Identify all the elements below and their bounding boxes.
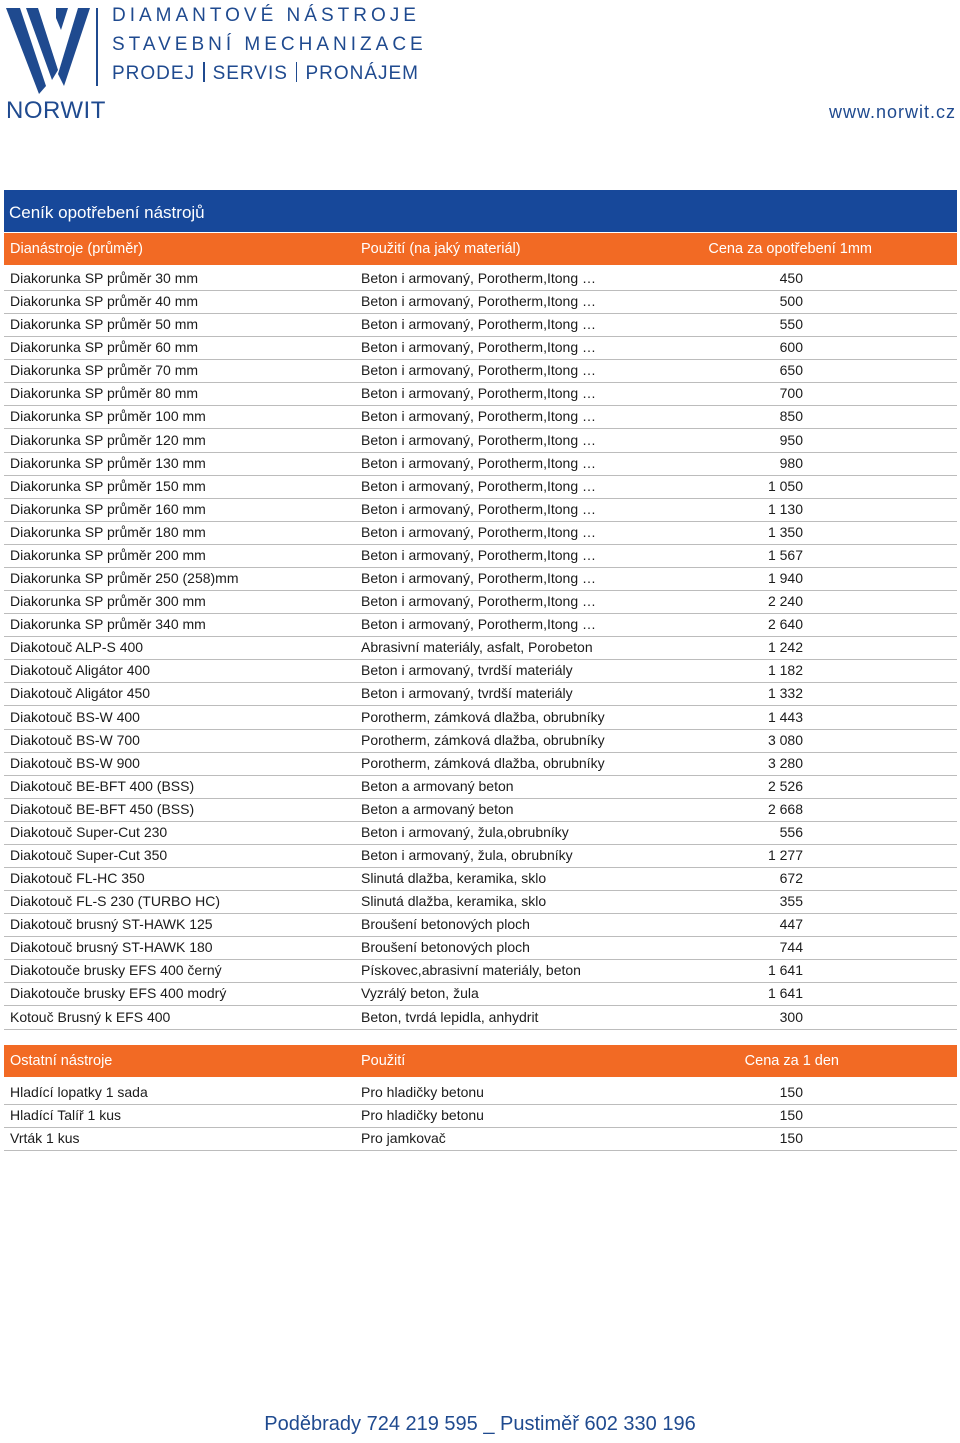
cell-use: Beton i armovaný, Porotherm,Itong … <box>361 454 596 471</box>
cell-price: 1 567 <box>767 546 803 563</box>
cell-use: Beton i armovaný, Porotherm,Itong … <box>361 362 596 379</box>
cell-use: Beton a armovaný beton <box>361 800 514 817</box>
cell-name: Diakotouč BS-W 700 <box>10 731 140 748</box>
cell-name: Diakorunka SP průměr 160 mm <box>10 500 206 517</box>
cell-name: Hladící lopatky 1 sada <box>10 1084 148 1100</box>
tagline-diamond-tools: DIAMANTOVÉ NÁSTROJE <box>112 5 420 26</box>
cell-price: 2 668 <box>767 800 803 817</box>
table-row <box>4 498 957 522</box>
cell-name: Diakotouč brusný ST-HAWK 180 <box>10 939 213 956</box>
cell-name: Diakotouč BE-BFT 400 (BSS) <box>10 777 195 794</box>
cell-price: 672 <box>779 870 803 887</box>
cell-price: 1 641 <box>767 985 803 1002</box>
table-row <box>4 452 957 476</box>
cell-use: Beton i armovaný, Porotherm,Itong … <box>361 316 596 333</box>
tagline-rental: PRONÁJEM <box>305 63 420 84</box>
cell-use: Beton i armovaný, žula, obrubníky <box>361 847 573 863</box>
table-row <box>4 752 957 776</box>
cell-use: Beton i armovaný, Porotherm,Itong … <box>361 408 596 425</box>
cell-name: Diakorunka SP průměr 60 mm <box>10 339 199 356</box>
cell-name: Diakotouče brusky EFS 400 modrý <box>10 985 227 1002</box>
table-row <box>4 567 957 591</box>
cell-name: Diakotouč Aligátor 400 <box>10 662 151 679</box>
cell-name: Diakotouč BE-BFT 450 (BSS) <box>10 800 195 817</box>
cell-use: Beton i armovaný, Porotherm,Itong … <box>361 593 596 610</box>
cell-price: 447 <box>779 916 803 933</box>
header-divider <box>96 8 98 86</box>
cell-use: Beton i armovaný, Porotherm,Itong … <box>361 339 596 356</box>
tagline-separator <box>296 62 298 82</box>
cell-use: Beton i armovaný, Porotherm,Itong … <box>361 293 596 310</box>
table-row <box>4 982 957 1006</box>
table-row <box>4 290 957 314</box>
cell-price: 950 <box>779 431 803 448</box>
cell-price: 744 <box>779 939 803 956</box>
cell-use: Vyzrálý beton, žula <box>361 985 479 1002</box>
cell-price: 1 050 <box>767 477 803 494</box>
cell-use: Beton i armovaný, Porotherm,Itong … <box>361 270 596 286</box>
website-link[interactable]: www.norwit.cz <box>828 102 956 122</box>
cell-price: 300 <box>779 1008 803 1025</box>
cell-name: Diakotouč BS-W 900 <box>10 754 140 771</box>
table-row <box>4 867 957 891</box>
cell-price: 2 640 <box>767 616 803 633</box>
cell-price: 1 350 <box>767 523 803 540</box>
page-header <box>0 0 960 130</box>
cell-name: Diakorunka SP průměr 120 mm <box>10 431 206 448</box>
cell-use: Broušení betonových ploch <box>361 916 530 933</box>
cell-price: 3 080 <box>767 731 803 748</box>
cell-price: 1 641 <box>767 962 803 979</box>
cell-price: 650 <box>779 362 803 379</box>
cell-price: 500 <box>779 293 803 310</box>
tagline-construction: STAVEBNÍ MECHANIZACE <box>112 34 427 55</box>
cell-name: Diakorunka SP průměr 180 mm <box>10 523 206 540</box>
cell-name: Diakorunka SP průměr 200 mm <box>10 546 206 563</box>
cell-price: 550 <box>779 316 803 333</box>
cell-use: Beton i armovaný, Porotherm,Itong … <box>361 570 596 587</box>
cell-use: Porotherm, zámková dlažba, obrubníky <box>361 708 605 725</box>
cell-name: Diakotouč FL-HC 350 <box>10 870 145 887</box>
cell-use: Pro jamkovač <box>361 1130 446 1147</box>
cell-price: 2 240 <box>767 593 803 610</box>
cell-price: 3 280 <box>767 754 803 771</box>
table-row <box>4 313 957 337</box>
tools-table-header <box>4 233 957 265</box>
table-row <box>4 682 957 706</box>
cell-name: Diakorunka SP průměr 30 mm <box>10 270 199 286</box>
cell-name: Diakotouč Aligátor 450 <box>10 685 151 702</box>
cell-price: 150 <box>779 1107 803 1124</box>
cell-name: Diakorunka SP průměr 150 mm <box>10 477 206 494</box>
cell-use: Beton i armovaný, žula,obrubníky <box>361 823 569 840</box>
cell-price: 1 182 <box>767 662 803 679</box>
table-row <box>4 1104 957 1128</box>
table-row <box>4 706 957 730</box>
tagline-services <box>112 62 419 85</box>
cell-price: 850 <box>779 408 803 425</box>
cell-use: Beton i armovaný, Porotherm,Itong … <box>361 385 596 402</box>
table-row <box>4 890 957 914</box>
cell-name: Diakotouče brusky EFS 400 černý <box>10 962 222 979</box>
cell-use: Beton i armovaný, Porotherm,Itong … <box>361 431 596 448</box>
cell-name: Hladící Talíř 1 kus <box>10 1107 122 1124</box>
cell-name: Diakorunka SP průměr 340 mm <box>10 616 206 633</box>
table-row <box>4 1006 957 1030</box>
cell-use: Slinutá dlažba, keramika, sklo <box>361 893 547 910</box>
cell-name: Diakorunka SP průměr 130 mm <box>10 454 206 471</box>
cell-price: 980 <box>779 454 803 471</box>
cell-price: 355 <box>779 893 803 910</box>
other-table-header <box>4 1045 957 1077</box>
cell-price: 700 <box>779 385 803 402</box>
tagline-separator <box>203 62 205 82</box>
cell-name: Diakorunka SP průměr 300 mm <box>10 593 206 610</box>
cell-use: Slinutá dlažba, keramika, sklo <box>361 870 547 887</box>
cell-use: Broušení betonových ploch <box>361 939 530 956</box>
cell-use: Abrasivní materiály, asfalt, Porobeton <box>361 639 593 656</box>
table-row <box>4 267 957 291</box>
table-row <box>4 775 957 799</box>
table-row <box>4 821 957 845</box>
table-row <box>4 1081 957 1105</box>
cell-name: Diakotouč BS-W 400 <box>10 708 140 725</box>
col-other-use: Použití <box>361 1053 406 1069</box>
cell-price: 450 <box>779 270 803 286</box>
cell-price: 1 277 <box>767 847 803 863</box>
table-row <box>4 382 957 406</box>
cell-price: 1 332 <box>767 685 803 702</box>
table-row <box>4 659 957 683</box>
table-row <box>4 405 957 429</box>
table-row <box>4 936 957 960</box>
table-row <box>4 359 957 383</box>
cell-name: Diakorunka SP průměr 50 mm <box>10 316 199 333</box>
table-row <box>4 475 957 499</box>
table-row <box>4 798 957 822</box>
cell-use: Pro hladičky betonu <box>361 1084 484 1100</box>
cell-use: Beton a armovaný beton <box>361 777 514 794</box>
cell-price: 556 <box>779 823 803 840</box>
cell-use: Beton i armovaný, Porotherm,Itong … <box>361 523 596 540</box>
cell-name: Diakorunka SP průměr 80 mm <box>10 385 199 402</box>
table-row <box>4 336 957 360</box>
cell-name: Diakotouč FL-S 230 (TURBO HC) <box>10 893 221 910</box>
table-row <box>4 1127 957 1151</box>
cell-name: Diakorunka SP průměr 100 mm <box>10 408 206 425</box>
cell-use: Porotherm, zámková dlažba, obrubníky <box>361 731 605 748</box>
col-tool-price: Cena za opotřebení 1mm <box>708 241 872 257</box>
cell-name: Diakorunka SP průměr 40 mm <box>10 293 199 310</box>
cell-price: 1 940 <box>767 570 803 587</box>
cell-use: Beton i armovaný, Porotherm,Itong … <box>361 500 596 517</box>
cell-use: Beton i armovaný, Porotherm,Itong … <box>361 477 596 494</box>
cell-name: Diakotouč ALP-S 400 <box>10 639 144 656</box>
cell-name: Kotouč Brusný k EFS 400 <box>10 1008 171 1025</box>
tagline-sale: PRODEJ <box>112 63 196 84</box>
table-row <box>4 521 957 545</box>
cell-price: 150 <box>779 1084 803 1100</box>
table-row <box>4 729 957 753</box>
cell-name: Diakorunka SP průměr 70 mm <box>10 362 199 379</box>
brand-name: NORWIT <box>6 97 106 124</box>
table-row <box>4 544 957 568</box>
table-row <box>4 636 957 660</box>
contact-footer: Poděbrady 724 219 595 _ Pustiměř 602 330 196 <box>264 1413 696 1435</box>
col-other-price: Cena za 1 den <box>744 1053 839 1069</box>
table-row <box>4 959 957 983</box>
col-tool-name: Dianástroje (průměr) <box>10 241 143 257</box>
table-row <box>4 429 957 453</box>
cell-name: Diakotouč Super-Cut 350 <box>10 847 168 863</box>
cell-use: Beton i armovaný, tvrdší materiály <box>361 685 573 702</box>
col-other-name: Ostatní nástroje <box>10 1053 113 1069</box>
cell-name: Diakotouč brusný ST-HAWK 125 <box>10 916 213 933</box>
cell-use: Porotherm, zámková dlažba, obrubníky <box>361 754 605 771</box>
cell-price: 2 526 <box>767 777 803 794</box>
cell-price: 1 130 <box>767 500 803 517</box>
cell-use: Beton, tvrdá lepidla, anhydrit <box>361 1008 539 1025</box>
cell-price: 1 443 <box>767 708 803 725</box>
cell-price: 600 <box>779 339 803 356</box>
page-title: Ceník opotřebení nástrojů <box>4 190 957 232</box>
cell-name: Diakotouč Super-Cut 230 <box>10 823 168 840</box>
cell-name: Vrták 1 kus <box>10 1130 80 1147</box>
tagline-service: SERVIS <box>212 63 288 84</box>
cell-use: Pískovec,abrasivní materiály, beton <box>361 962 581 979</box>
col-tool-use: Použití (na jaký materiál) <box>361 241 521 257</box>
table-row <box>4 590 957 614</box>
cell-price: 150 <box>779 1130 803 1147</box>
table-row <box>4 613 957 637</box>
cell-use: Beton i armovaný, tvrdší materiály <box>361 662 573 679</box>
cell-use: Beton i armovaný, Porotherm,Itong … <box>361 616 596 633</box>
norwit-logo-icon <box>6 8 92 94</box>
cell-price: 1 242 <box>767 639 803 656</box>
table-row <box>4 913 957 937</box>
cell-use: Pro hladičky betonu <box>361 1107 484 1124</box>
cell-name: Diakorunka SP průměr 250 (258)mm <box>10 570 239 587</box>
cell-use: Beton i armovaný, Porotherm,Itong … <box>361 546 596 563</box>
table-row <box>4 844 957 868</box>
